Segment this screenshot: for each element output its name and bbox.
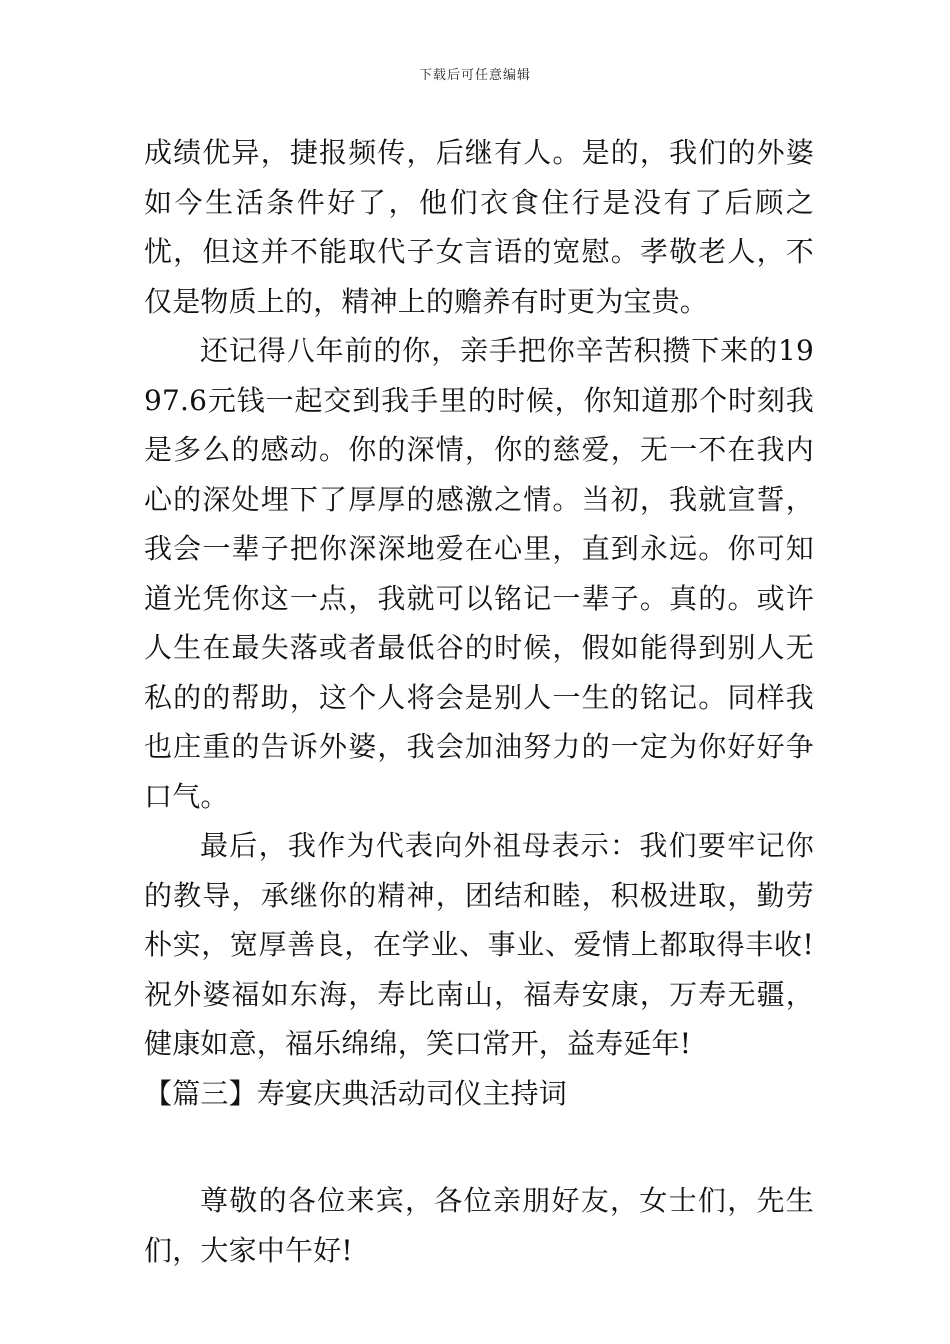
- paragraph-1: 成绩优异，捷报频传，后继有人。是的，我们的外婆如今生活条件好了，他们衣食住行是没有了后顾之忧，但这并不能取代子女言语的宽慰。孝敬老人，不仅是物质上的，精神上的赡养有时更为宝贵。: [144, 136, 814, 318]
- paragraph-4: 尊敬的各位来宾，各位亲朋好友，女士们，先生们，大家中午好!: [144, 1184, 814, 1267]
- paragraph-2: 还记得八年前的你，亲手把你辛苦积攒下来的1997.6元钱一起交到我手里的时候，你知道那个时刻我是多么的感动。你的深情，你的慈爱，无一不在我内心的深处埋下了厚厚的感激之情。当初，我就宣誓，我会一辈子把你深深地爱在心里，直到永远。你可知道光凭你这一点，我就可以铭记一辈子。真的。或许人生在最失落或者最低谷的时候，假如能得到别人无私的的帮助，这个人将会是别人一生的铭记。同样我也庄重的告诉外婆，我会加油努力的一定为你好好争口气。: [144, 334, 814, 813]
- page-header-note: 下载后可任意编辑: [418, 68, 531, 83]
- section-spacer: [144, 1118, 814, 1176]
- document-body: [144, 128, 814, 1275]
- section-heading: 【篇三】寿宴庆典活动司仪主持词: [144, 1076, 568, 1110]
- paragraph-3: 最后，我作为代表向外祖母表示：我们要牢记你的教导，承继你的精神，团结和睦，积极进取，勤劳朴实，宽厚善良，在学业、事业、爱情上都取得丰收!祝外婆福如东海，寿比南山，福寿安康，万寿无疆，健康如意，福乐绵绵，笑口常开，益寿延年!: [144, 829, 814, 1060]
